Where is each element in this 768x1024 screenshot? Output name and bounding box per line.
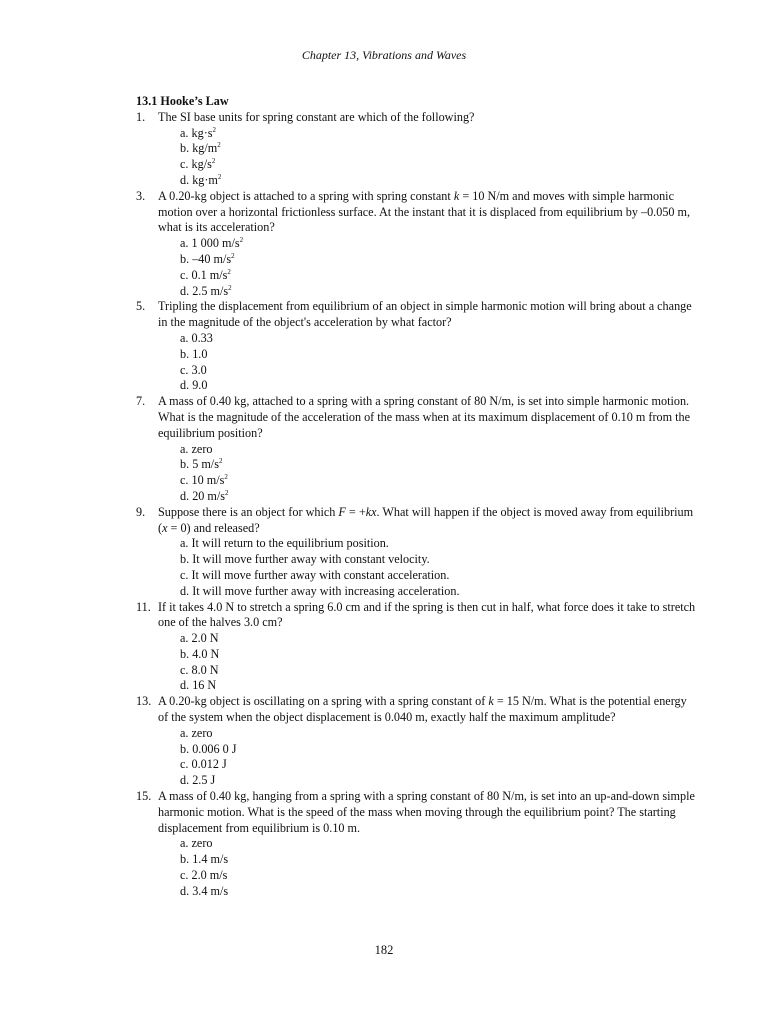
option-b: b. 4.0 N bbox=[180, 646, 220, 661]
question-7 bbox=[136, 394, 696, 505]
option-d: d. 16 N bbox=[180, 678, 217, 693]
option-a: a. $kg\cdot s^2$ bbox=[180, 125, 216, 140]
option-a: a. 1 000 $m/s^2$ bbox=[180, 236, 244, 251]
option-c: c. 0.012 J bbox=[180, 757, 227, 772]
question-text: Tripling the displacement from equilibrium of an object in simple harmonic motion will bring about a change in the magnitude of the object's acceleration by what factor? bbox=[158, 299, 692, 330]
option-a: a. zero bbox=[180, 725, 213, 740]
question-5 bbox=[136, 299, 696, 394]
option-b: b. $kg/m^2$ bbox=[180, 141, 221, 156]
page-number: 182 bbox=[374, 943, 394, 957]
option-b: b. 1.0 bbox=[180, 346, 208, 361]
running-header: Chapter 13, Vibrations and Waves bbox=[301, 48, 467, 62]
question-text: If it takes 4.0 N to stretch a spring 6.0 cm and if the spring is then cut in half, what force does it take to stretch one of the halves 3.0 cm? bbox=[158, 599, 696, 630]
question-9 bbox=[136, 505, 696, 600]
option-b: b. It will move further away with constant velocity. bbox=[180, 552, 430, 567]
option-d: d. 2.5 $m/s^2$ bbox=[180, 283, 232, 298]
option-b: b. –40 $m/s^2$ bbox=[180, 251, 235, 266]
answer-options bbox=[158, 631, 696, 694]
question-number: 1. bbox=[136, 109, 146, 124]
question-number: 5. bbox=[136, 299, 146, 314]
option-d: d. 9.0 bbox=[180, 378, 208, 393]
question-number: 7. bbox=[136, 394, 146, 409]
option-b: b. 0.006 0 J bbox=[180, 741, 237, 756]
answer-options bbox=[158, 236, 696, 299]
option-c: c. 0.1 $m/s^2$ bbox=[180, 267, 231, 282]
option-c: c. 8.0 N bbox=[180, 662, 219, 677]
question-3 bbox=[136, 189, 696, 300]
question-text: Suppose there is an object for which F = +kx. What will happen if the object is moved away from equilibrium (x = 0) and released? bbox=[158, 504, 694, 535]
option-c: c. 3.0 bbox=[180, 362, 207, 377]
answer-options bbox=[158, 836, 696, 899]
question-number: 9. bbox=[136, 504, 146, 519]
option-a: a. 2.0 N bbox=[180, 631, 219, 646]
option-d: d. It will move further away with increasing acceleration. bbox=[180, 583, 460, 598]
answer-options bbox=[158, 126, 696, 189]
question-text: The SI base units for spring constant are which of the following? bbox=[158, 109, 475, 124]
answer-options bbox=[158, 536, 696, 599]
option-b: b. 5 $m/s^2$ bbox=[180, 457, 223, 472]
question-11 bbox=[136, 600, 696, 695]
question-1 bbox=[136, 110, 696, 189]
question-text: A mass of 0.40 kg, attached to a spring with a spring constant of 80 N/m, is set into simple harmonic motion. What is the magnitude of the acceleration of the mass when at its maximum displacement of 0.10 m from the equilibrium position? bbox=[158, 394, 691, 440]
option-d: d. $kg\cdot m^2$ bbox=[180, 172, 222, 187]
question-list bbox=[136, 94, 696, 900]
answer-options bbox=[158, 726, 696, 789]
option-d: d. 2.5 J bbox=[180, 773, 216, 788]
question-text: A mass of 0.40 kg, hanging from a spring with a spring constant of 80 N/m, is set into an up-and-down simple harmonic motion. What is the speed of the mass when moving through the equilibrium point? The starting displacement from equilibrium is 0.10 m. bbox=[158, 789, 695, 835]
option-c: c. 2.0 m/s bbox=[180, 868, 228, 883]
answer-options bbox=[158, 331, 696, 394]
question-13 bbox=[136, 694, 696, 789]
question-text: A 0.20-kg object is oscillating on a spring with a spring constant of k = 15 N/m. What is the potential energy of the system when the object displacement is 0.040 m, exactly half the maximum amplitude? bbox=[158, 694, 687, 725]
option-a: a. zero bbox=[180, 836, 213, 851]
option-c: c. 10 $m/s^2$ bbox=[180, 473, 228, 488]
question-number: 11. bbox=[136, 599, 151, 614]
option-a: a. It will return to the equilibrium position. bbox=[180, 536, 389, 551]
question-15 bbox=[136, 789, 696, 900]
option-a: a. 0.33 bbox=[180, 330, 213, 345]
option-d: d. 3.4 m/s bbox=[180, 883, 229, 898]
option-b: b. 1.4 m/s bbox=[180, 852, 229, 867]
option-c: c. It will move further away with constant acceleration. bbox=[180, 567, 450, 582]
question-number: 15. bbox=[136, 789, 152, 804]
section-heading: 13.1 Hooke’s Law bbox=[136, 94, 229, 108]
option-a: a. zero bbox=[180, 441, 213, 456]
question-text: A 0.20-kg object is attached to a spring with spring constant k = 10 N/m and moves with simple harmonic motion over a horizontal frictionless surface. At the instant that it is displaced from equilibrium by –0.050 m, what is its acceleration? bbox=[158, 188, 691, 235]
option-d: d. 20 $m/s^2$ bbox=[180, 488, 229, 503]
option-c: c. $kg/s^2$ bbox=[180, 157, 216, 172]
answer-options bbox=[158, 442, 696, 505]
question-number: 13. bbox=[136, 694, 152, 709]
question-number: 3. bbox=[136, 188, 146, 203]
